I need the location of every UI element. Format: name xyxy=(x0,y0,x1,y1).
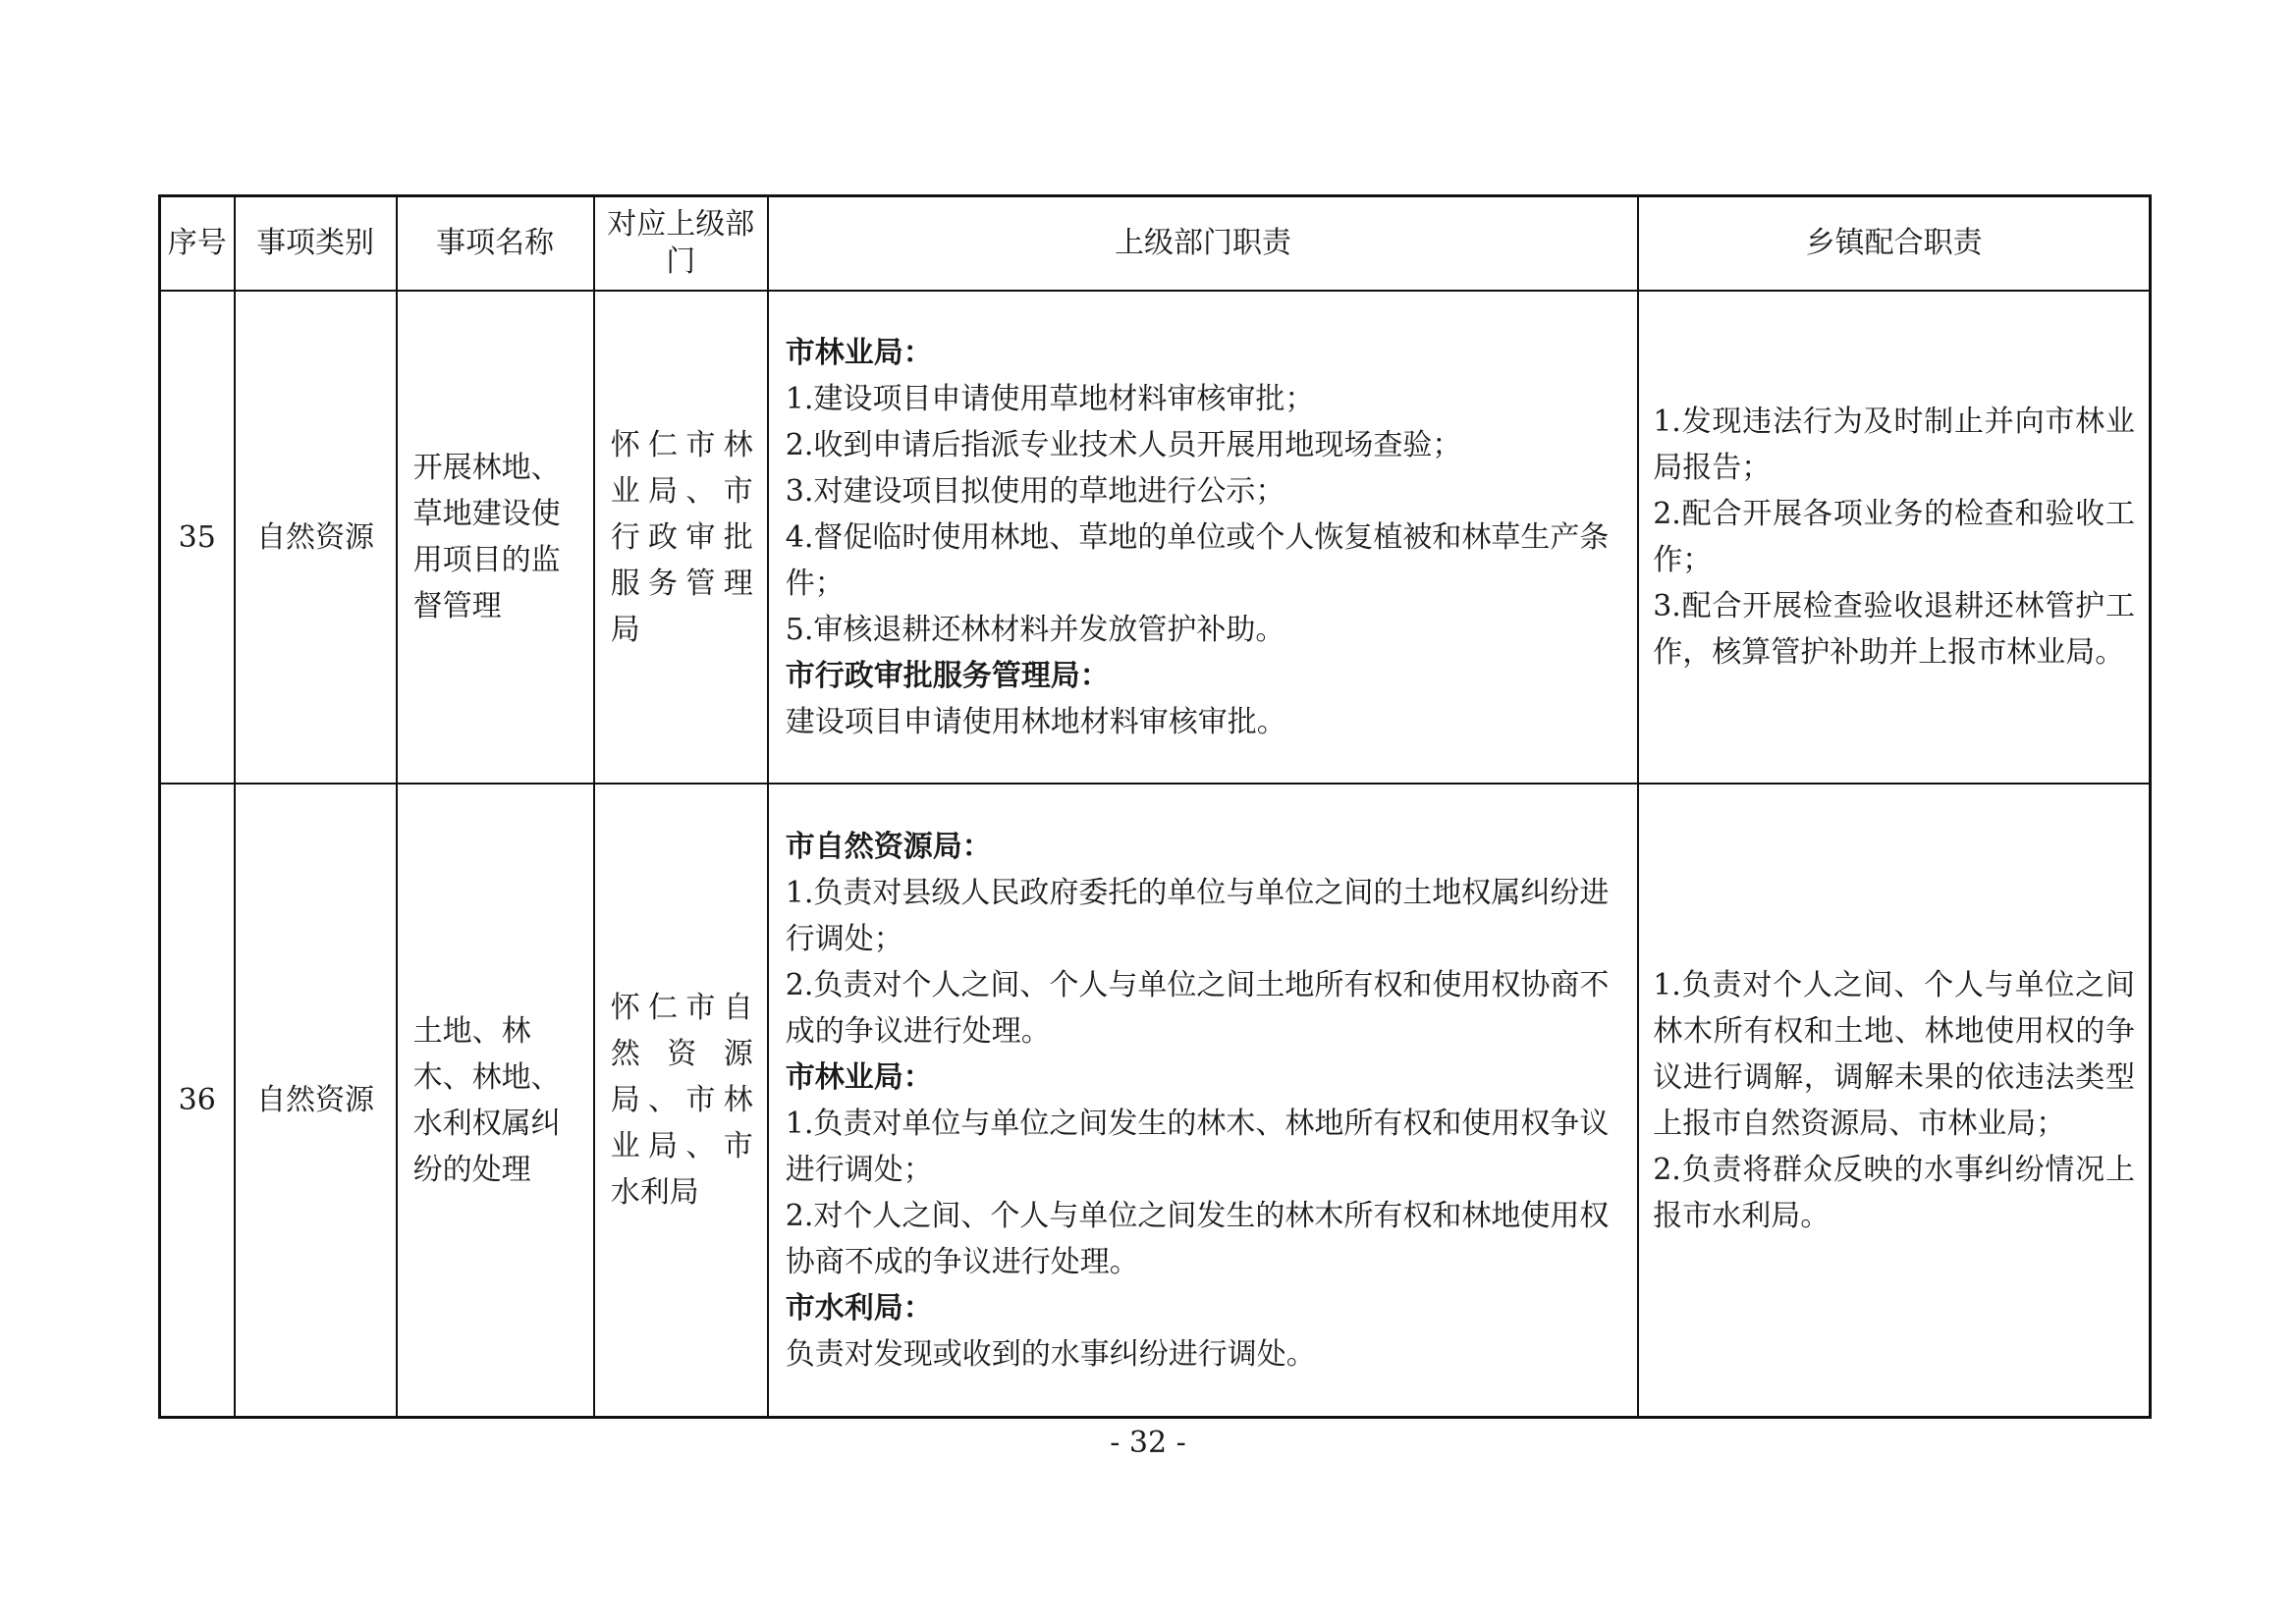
header-name xyxy=(397,196,594,292)
row-dept-text: 怀仁市自然资源局、市林业局、市水利局 xyxy=(610,991,753,1210)
header-category xyxy=(235,196,397,292)
upper-duties-content xyxy=(769,824,1637,1378)
row-category: 自然资源 xyxy=(235,784,397,1418)
header-upper-text: 上级部门职责 xyxy=(1114,226,1291,260)
row-item-name-text: 开展林地、草地建设使用项目的监督管理 xyxy=(412,451,561,623)
table-row xyxy=(160,784,2151,1418)
header-dept-text: 对应上级部门 xyxy=(607,207,755,279)
table-header xyxy=(160,196,2151,292)
header-upper xyxy=(768,196,1638,292)
upper-duty-item: 1.负责对单位与单位之间发生的林木、林地所有权和使用权争议进行调处； xyxy=(785,1106,1610,1187)
town-duties-content xyxy=(1639,399,2149,676)
row-upper-duties xyxy=(768,784,1638,1418)
row-town-duties xyxy=(1638,784,2150,1418)
row-category: 自然资源 xyxy=(235,291,397,784)
header-no xyxy=(160,196,235,292)
row-dept xyxy=(594,291,768,784)
row-upper-duties xyxy=(768,291,1638,784)
page-number: - 32 - xyxy=(1110,1426,1186,1460)
upper-duty-item: 5.审核退耕还林材料并发放管护补助。 xyxy=(785,612,1285,647)
header-town-text: 乡镇配合职责 xyxy=(1805,226,1983,260)
header-category-text: 事项类别 xyxy=(256,226,375,260)
town-duty-item: 1.负责对个人之间、个人与单位之间林木所有权和土地、林地使用权的争议进行调解，调解未果的依违法类型上报市自然资源局、市林业局； xyxy=(1653,967,2135,1141)
row-number: 36 xyxy=(160,784,235,1418)
upper-dept-heading: 市自然资源局： xyxy=(785,829,992,864)
row-item-name xyxy=(397,784,594,1418)
upper-duties-content xyxy=(769,330,1637,745)
upper-duty-item: 2.对个人之间、个人与单位之间发生的林木所有权和林地使用权协商不成的争议进行处理。 xyxy=(785,1198,1610,1279)
row-item-name xyxy=(397,291,594,784)
row-dept-text: 怀仁市林业局、市行政审批服务管理局 xyxy=(610,427,753,647)
header-dept xyxy=(594,196,768,292)
upper-duty-item: 1.建设项目申请使用草地材料审核审批； xyxy=(785,381,1315,416)
header-row xyxy=(160,196,2151,292)
row-town-duties xyxy=(1638,291,2150,784)
upper-dept-heading: 市水利局： xyxy=(785,1290,933,1325)
header-town xyxy=(1638,196,2150,292)
upper-dept-heading: 市林业局： xyxy=(785,1059,933,1095)
upper-duty-item: 建设项目申请使用林地材料审核审批。 xyxy=(785,704,1286,739)
upper-duty-item: 1.负责对县级人民政府委托的单位与单位之间的土地权属纠纷进行调处； xyxy=(785,875,1610,956)
upper-dept-heading: 市林业局： xyxy=(785,335,933,370)
upper-duty-item: 负责对发现或收到的水事纠纷进行调处。 xyxy=(785,1336,1316,1372)
row-number: 35 xyxy=(160,291,235,784)
table-body xyxy=(160,291,2151,1418)
upper-duty-item: 2.收到申请后指派专业技术人员开展用地现场查验； xyxy=(785,427,1462,462)
upper-duty-item: 4.督促临时使用林地、草地的单位或个人恢复植被和林草生产条件； xyxy=(785,519,1610,601)
upper-duty-item: 2.负责对个人之间、个人与单位之间土地所有权和使用权协商不成的争议进行处理。 xyxy=(785,967,1610,1049)
upper-duty-item: 3.对建设项目拟使用的草地进行公示； xyxy=(785,473,1285,509)
town-duty-item: 2.负责将群众反映的水事纠纷情况上报市水利局。 xyxy=(1653,1152,2135,1233)
row-dept xyxy=(594,784,768,1418)
header-no-text: 序号 xyxy=(167,226,227,260)
town-duty-item: 3.配合开展检查验收退耕还林管护工作，核算管护补助并上报市林业局。 xyxy=(1653,589,2135,670)
row-item-name-text: 土地、林木、林地、水利权属纠纷的处理 xyxy=(412,1013,561,1187)
table-row xyxy=(160,291,2151,784)
header-name-text: 事项名称 xyxy=(436,226,555,260)
town-duty-item: 2.配合开展各项业务的检查和验收工作； xyxy=(1653,497,2135,577)
duty-table xyxy=(158,194,2152,1419)
upper-dept-heading: 市行政审批服务管理局： xyxy=(785,658,1110,693)
town-duty-item: 1.发现违法行为及时制止并向市林业局报告； xyxy=(1653,405,2135,485)
town-duties-content xyxy=(1639,962,2149,1239)
